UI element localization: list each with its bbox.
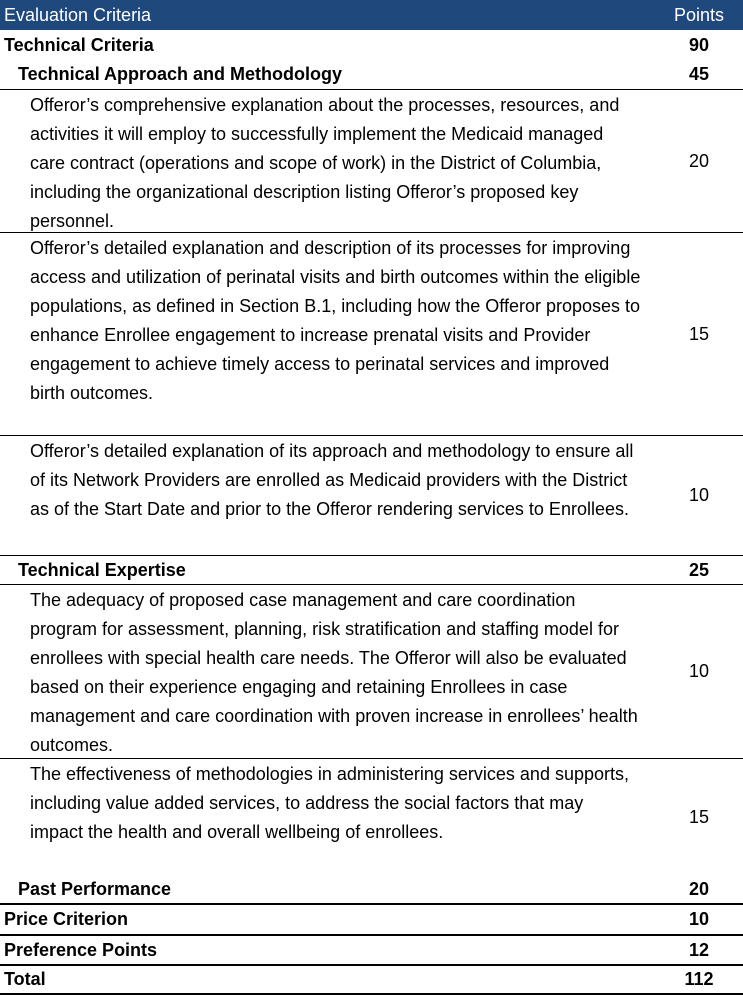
table-row xyxy=(0,759,743,875)
table-header xyxy=(0,0,743,30)
criterion-description: Offeror’s detailed explanation and description of its processes for improving access and utilization of perinatal visits and birth outcomes within the eligible populations, as defined in Section B.1, including how the Offeror proposes to enhance Enrollee engagement to increase prenatal visits and Provider engagement to achieve timely access to perinatal services and improved birth outcomes. xyxy=(30,238,641,403)
preference-points-label: Preference Points xyxy=(4,939,158,960)
technical-expertise-label: Technical Expertise xyxy=(18,559,186,580)
technical-expertise-points: 25 xyxy=(688,559,710,580)
technical-criteria-label: Technical Criteria xyxy=(4,35,154,55)
criterion-points: 15 xyxy=(688,323,710,344)
price-criterion-points: 10 xyxy=(688,909,710,929)
table-row xyxy=(0,436,743,556)
total-row xyxy=(0,966,743,995)
past-performance-label: Past Performance xyxy=(18,878,172,899)
table-row xyxy=(0,90,743,233)
preference-points-value: 12 xyxy=(688,939,710,960)
technical-expertise-row xyxy=(0,556,743,585)
total-label: Total xyxy=(4,969,46,989)
price-criterion-label: Price Criterion xyxy=(4,909,129,929)
criterion-description: Offeror’s detailed explanation of its approach and methodology to ensure all of its Network Providers are enrolled as Medicaid providers with the District as of the Start Date and prior to the Offeror rendering services to Enrollees. xyxy=(30,441,634,519)
criterion-description: Offeror’s comprehensive explanation about the processes, resources, and activities it will employ to successfully implement the Medicaid managed care contract (operations and scope of work) in the District of Columbia, including the organizational description listing Offeror’s proposed key personnel. xyxy=(30,95,620,231)
price-criterion-row xyxy=(0,905,743,936)
criterion-points: 10 xyxy=(688,485,710,505)
criterion-description: The effectiveness of methodologies in administering services and supports, including value added services, to address the social factors that may impact the health and overall wellbeing of enrollees. xyxy=(30,764,629,842)
technical-approach-row xyxy=(0,60,743,90)
preference-points-row xyxy=(0,936,743,966)
past-performance-points: 20 xyxy=(688,878,710,899)
technical-criteria-points: 90 xyxy=(688,35,710,55)
criterion-points: 20 xyxy=(688,150,710,171)
table-row xyxy=(0,585,743,759)
technical-approach-points: 45 xyxy=(688,64,710,84)
criterion-points: 10 xyxy=(688,661,710,681)
criterion-description: The adequacy of proposed case management and care coordination program for assessment, planning, risk stratification and staffing model for enrollees with special health care needs. The Offeror will also be evaluated based on their experience engaging and retaining Enrollees in case management and care coordination with proven increase in enrollees’ health outcomes. xyxy=(30,590,638,755)
past-performance-row xyxy=(0,875,743,905)
table-row xyxy=(0,233,743,436)
criteria-column-header: Evaluation Criteria xyxy=(4,4,152,25)
technical-criteria-row xyxy=(0,31,743,60)
criterion-points: 15 xyxy=(688,806,710,827)
total-points: 112 xyxy=(684,969,714,989)
technical-approach-label: Technical Approach and Methodology xyxy=(18,64,343,84)
points-column-header: Points xyxy=(673,4,725,25)
